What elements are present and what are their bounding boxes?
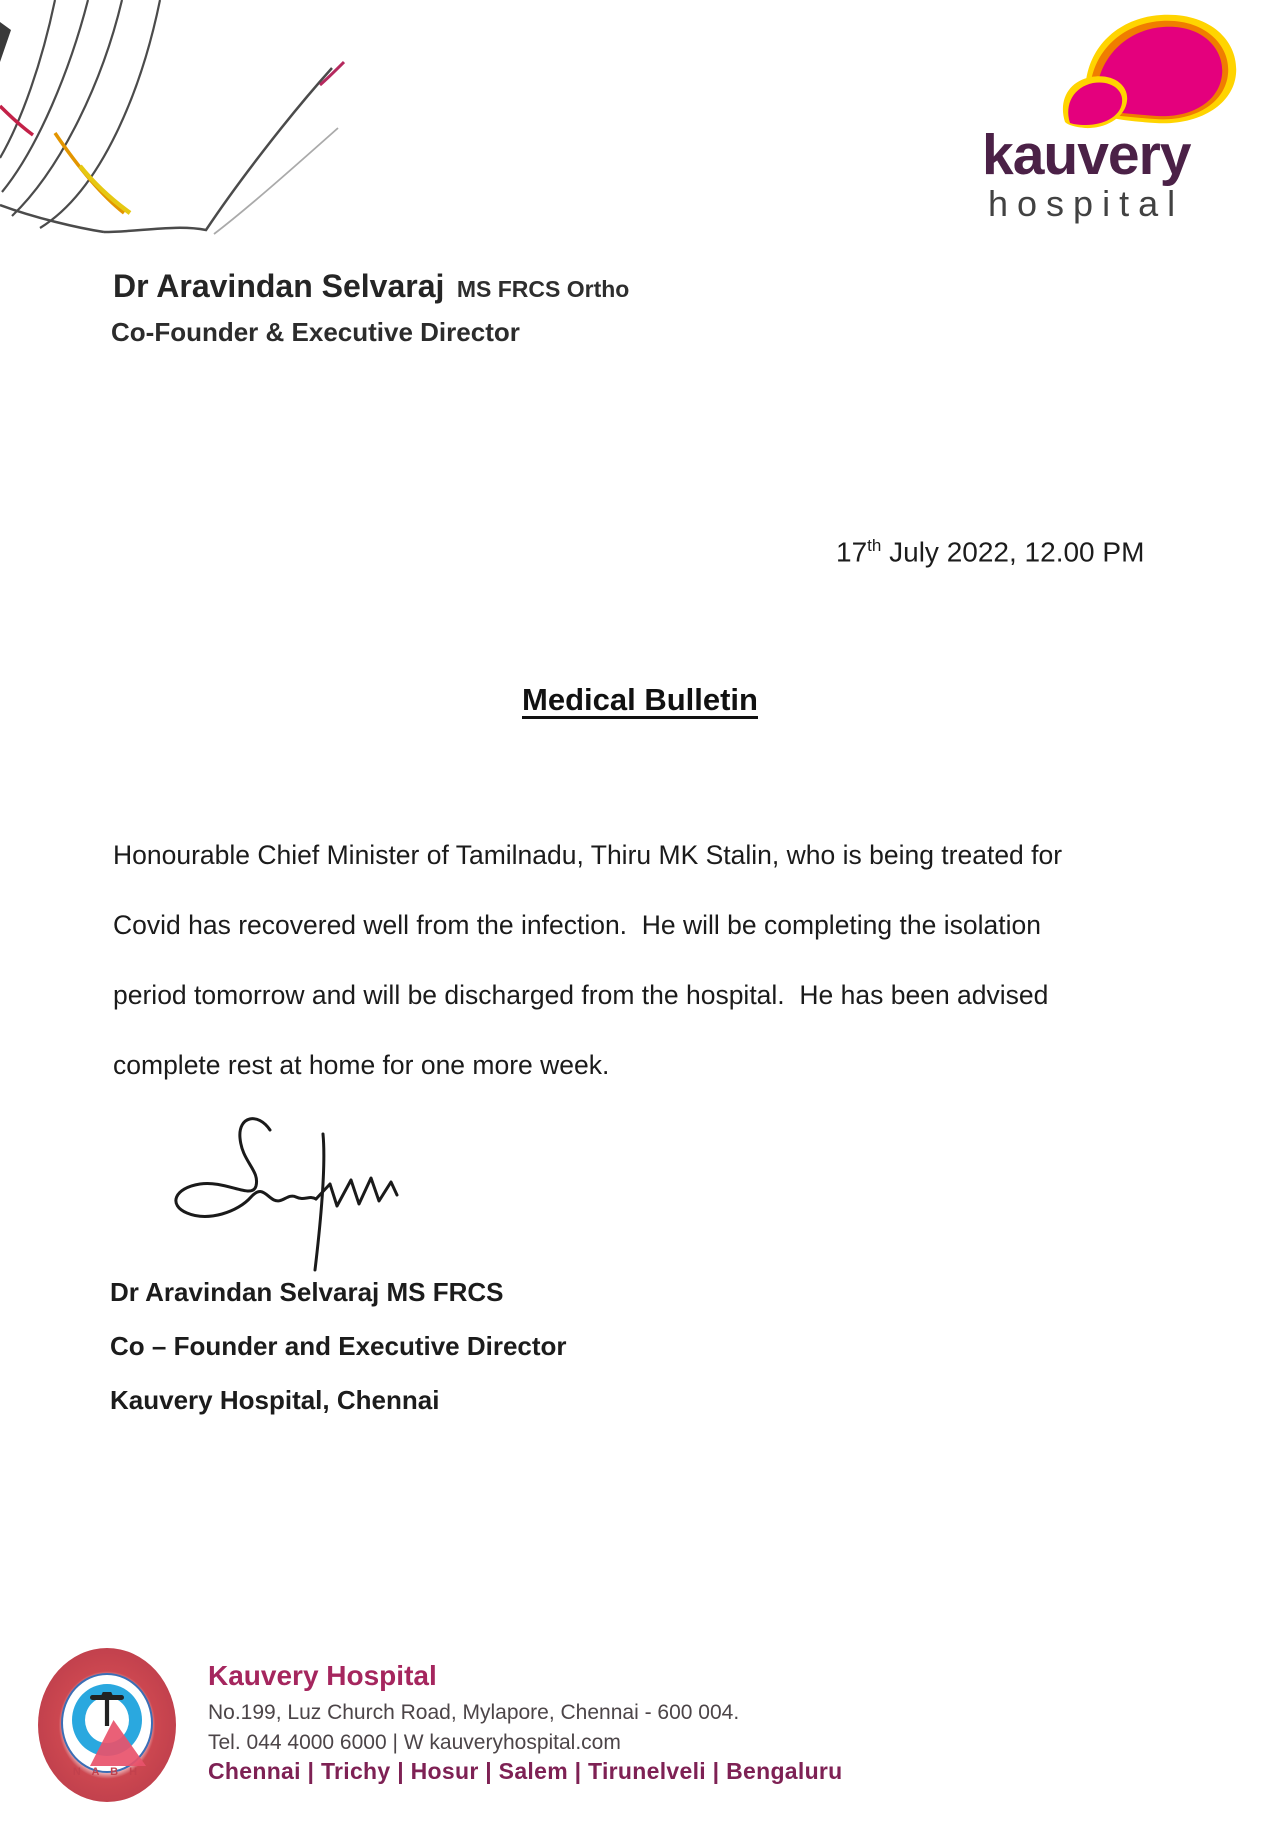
letterhead-doctor-role: Co-Founder & Executive Director [111,317,520,347]
brand-name: kauvery [982,123,1191,187]
bulletin-body-line: complete rest at home for one more week. [113,1050,610,1080]
letterhead-doctor-credentials: MS FRCS Ortho [456,276,630,302]
kauvery-petals-icon [1055,8,1250,140]
date-ordinal: th [867,536,882,555]
document-title-wrap [0,682,1280,718]
footer-cities: Chennai | Trichy | Hosur | Salem | Tirunelveli | Bengaluru [208,1758,843,1784]
letterhead-doctor-name: Dr Aravindan Selvaraj [113,268,445,304]
bulletin-body-line: period tomorrow and will be discharged from the hospital. He has been advised [113,980,1049,1010]
letterhead-doctor-row [113,268,629,305]
signatory-block [110,1276,567,1438]
date-day: 17 [836,536,868,568]
bulletin-body [113,838,1093,1118]
date-line [836,536,1144,568]
handwritten-signature [158,1108,448,1283]
nabh-seal-figure-arms [90,1695,124,1700]
nabh-seal-label: N A B H [72,1766,142,1778]
signatory-name: Dr Aravindan Selvaraj MS FRCS [110,1277,504,1307]
brand-tagline: hospital [988,183,1185,224]
document-title: Medical Bulletin [522,682,758,717]
signatory-organization: Kauvery Hospital, Chennai [110,1385,440,1415]
date-rest: July 2022, 12.00 PM [881,536,1145,568]
footer-address: No.199, Luz Church Road, Mylapore, Chennai - 600 004. [208,1701,740,1724]
bulletin-body-line: Honourable Chief Minister of Tamilnadu, Thiru MK Stalin, who is being treated for [113,840,1063,870]
footer-hospital-name: Kauvery Hospital [208,1660,437,1691]
signatory-role: Co – Founder and Executive Director [110,1331,567,1361]
footer-contact: Tel. 044 4000 6000 | W kauveryhospital.com [208,1731,621,1754]
bulletin-body-line: Covid has recovered well from the infection. He will be completing the isolation [113,910,1041,940]
nabh-accreditation-seal [38,1648,176,1802]
decorative-curves-artwork [0,0,345,245]
